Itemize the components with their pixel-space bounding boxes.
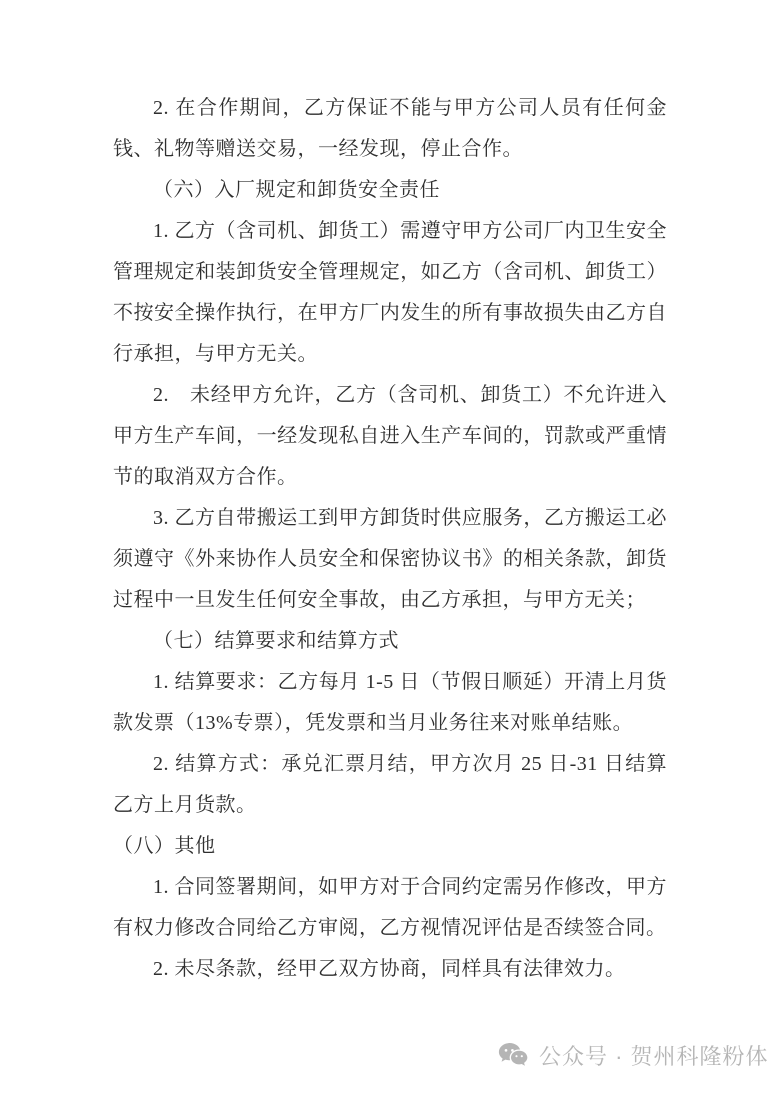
paragraph-factory-rule-2: 2. 未经甲方允许，乙方（含司机、卸货工）不允许进入甲方生产车间，一经发现私自进入生产车间的，罚款或严重情节的取消双方合作。 <box>113 384 667 488</box>
watermark-label: 公众号 · 贺州科隆粉体 <box>539 1044 769 1069</box>
paragraph-settlement-requirement: 1. 结算要求：乙方每月 1-5 日（节假日顺延）开清上月货款发票（13%专票），凭发票和当月业务往来对账单结账。 <box>113 671 667 734</box>
paragraph-other-clause-2: 2. 未尽条款，经甲乙双方协商，同样具有法律效力。 <box>153 958 626 980</box>
paragraph-factory-rule-3: 3. 乙方自带搬运工到甲方卸货时供应服务，乙方搬运工必须遵守《外来协作人员安全和保密协议书》的相关条款，卸货过程中一旦发生任何安全事故，由乙方承担，与甲方无关； <box>113 507 667 611</box>
section-heading-7: （七）结算要求和结算方式 <box>153 630 399 652</box>
paragraph-other-clause-1: 1. 合同签署期间，如甲方对于合同约定需另作修改，甲方有权力修改合同给乙方审阅，乙方视情况评估是否续签合同。 <box>113 876 667 939</box>
watermark-footer <box>498 1040 769 1071</box>
paragraph-factory-rule-1: 1. 乙方（含司机、卸货工）需遵守甲方公司厂内卫生安全管理规定和装卸货安全管理规定，如乙方（含司机、卸货工）不按安全操作执行，在甲方厂内发生的所有事故损失由乙方自行承担，与甲方无关。 <box>113 220 667 365</box>
section-heading-8: （八）其他 <box>113 835 216 857</box>
section-heading-6: （六）入厂规定和卸货安全责任 <box>153 179 440 201</box>
wechat-icon <box>498 1042 530 1069</box>
contract-text-block <box>113 88 667 990</box>
paragraph-cooperation-clause-2: 2. 在合作期间，乙方保证不能与甲方公司人员有任何金钱、礼物等赠送交易，一经发现，停止合作。 <box>113 97 667 160</box>
paragraph-settlement-method: 2. 结算方式：承兑汇票月结，甲方次月 25 日-31 日结算乙方上月货款。 <box>113 753 667 816</box>
